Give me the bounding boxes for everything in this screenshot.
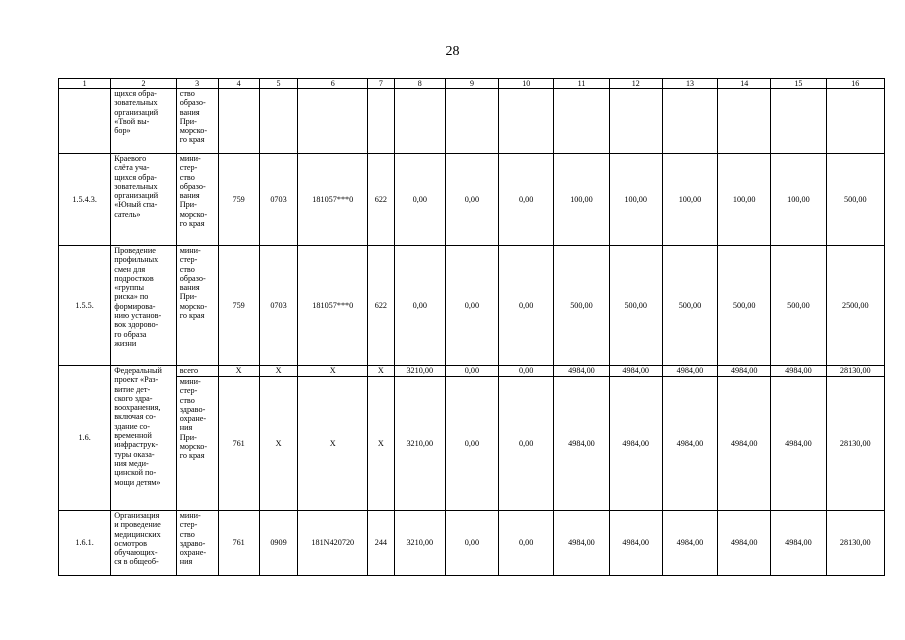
table-cell: 181057***0 <box>298 154 368 246</box>
table-cell: 0,00 <box>499 154 554 246</box>
row-name: Федеральный проект «Раз- витие дет- ского здра- воохранения, включая со- здание со- временной инфраструк- туры оказа- ния меди- цинской по- мощи детям» <box>111 366 177 511</box>
row-name: Организация и проведение медицинских осмотров обучающих- ся в общеоб- <box>111 511 177 576</box>
table-cell <box>298 89 368 154</box>
table-cell: 500,00 <box>771 246 826 366</box>
row-executor: ство образо- вания При- морско- го края <box>176 89 218 154</box>
table-cell: 4984,00 <box>771 377 826 511</box>
table-cell: 500,00 <box>826 154 884 246</box>
table-cell: 4984,00 <box>662 511 717 576</box>
row-code: 1.6.1. <box>59 511 111 576</box>
table-cell: X <box>368 366 395 377</box>
table-cell: 4984,00 <box>554 377 609 511</box>
column-header: 12 <box>609 79 662 89</box>
table-cell: 0,00 <box>445 377 498 511</box>
table-cell: 3210,00 <box>394 366 445 377</box>
table-row <box>59 377 885 511</box>
column-header: 4 <box>218 79 259 89</box>
table-cell: 100,00 <box>554 154 609 246</box>
table-cell: 3210,00 <box>394 377 445 511</box>
table-cell: 622 <box>368 154 395 246</box>
table-cell: 622 <box>368 246 395 366</box>
table-cell: 100,00 <box>662 154 717 246</box>
table-cell: X <box>298 377 368 511</box>
table-cell: 28130,00 <box>826 366 884 377</box>
table-cell: 4984,00 <box>771 366 826 377</box>
table-cell: 0,00 <box>445 154 498 246</box>
table-cell: 500,00 <box>609 246 662 366</box>
table-cell <box>499 89 554 154</box>
table-cell: 181057***0 <box>298 246 368 366</box>
table-cell: 0,00 <box>499 511 554 576</box>
column-header: 10 <box>499 79 554 89</box>
table-cell: 100,00 <box>609 154 662 246</box>
table-cell: 0,00 <box>394 154 445 246</box>
table-cell: 0,00 <box>445 366 498 377</box>
table-cell: 244 <box>368 511 395 576</box>
table-cell: X <box>298 366 368 377</box>
column-header: 7 <box>368 79 395 89</box>
budget-table <box>58 78 885 576</box>
table-cell: 0909 <box>259 511 298 576</box>
table-cell: 4984,00 <box>609 366 662 377</box>
table-cell <box>259 89 298 154</box>
table-cell: 4984,00 <box>718 377 771 511</box>
table-cell: 500,00 <box>554 246 609 366</box>
table-cell: 2500,00 <box>826 246 884 366</box>
table-cell: 4984,00 <box>609 511 662 576</box>
row-executor: мини- стер- ство образо- вания При- морско- го края <box>176 154 218 246</box>
table-cell: 759 <box>218 246 259 366</box>
table-cell: 4984,00 <box>718 366 771 377</box>
table-cell: X <box>259 377 298 511</box>
column-header: 9 <box>445 79 498 89</box>
table-cell: 100,00 <box>771 154 826 246</box>
table-cell <box>554 89 609 154</box>
table-cell <box>662 89 717 154</box>
table-cell: 0,00 <box>499 366 554 377</box>
column-header: 6 <box>298 79 368 89</box>
table-cell <box>771 89 826 154</box>
column-header: 2 <box>111 79 177 89</box>
table-cell <box>609 89 662 154</box>
table-cell: 500,00 <box>662 246 717 366</box>
column-header: 1 <box>59 79 111 89</box>
table-row <box>59 366 885 377</box>
row-name: Проведение профильных смен для подростков «группы риска» по формирова- нию установ- вок здорово- го образа жизни <box>111 246 177 366</box>
table-cell <box>218 89 259 154</box>
table-cell: 28130,00 <box>826 511 884 576</box>
page-number: 28 <box>445 44 460 59</box>
row-name: Краевого слёта уча- щихся обра- зовательных организаций «Юный спа- сатель» <box>111 154 177 246</box>
row-code: 1.5.5. <box>59 246 111 366</box>
column-header: 16 <box>826 79 884 89</box>
table-cell <box>368 89 395 154</box>
row-name: щихся обра- зовательных организаций «Твой вы- бор» <box>111 89 177 154</box>
table-cell: 4984,00 <box>554 511 609 576</box>
table-row <box>59 89 885 154</box>
table-cell: X <box>259 366 298 377</box>
table-cell <box>445 89 498 154</box>
table-cell: 4984,00 <box>662 366 717 377</box>
row-code: 1.5.4.3. <box>59 154 111 246</box>
table-row <box>59 511 885 576</box>
table-cell: 4984,00 <box>718 511 771 576</box>
table-cell: 0,00 <box>499 246 554 366</box>
table-cell: 759 <box>218 154 259 246</box>
table-cell: 0703 <box>259 246 298 366</box>
column-header: 11 <box>554 79 609 89</box>
table-cell: 0,00 <box>445 246 498 366</box>
table-row <box>59 154 885 246</box>
table-cell: 28130,00 <box>826 377 884 511</box>
column-header: 8 <box>394 79 445 89</box>
row-executor: всего <box>176 366 218 377</box>
table-cell: 181N420720 <box>298 511 368 576</box>
row-code <box>59 89 111 154</box>
table-cell: 761 <box>218 511 259 576</box>
table-header-row <box>59 79 885 89</box>
table-cell: 0703 <box>259 154 298 246</box>
table-cell <box>718 89 771 154</box>
table-cell: 100,00 <box>718 154 771 246</box>
table-cell: 500,00 <box>718 246 771 366</box>
table-cell: 4984,00 <box>662 377 717 511</box>
table-cell: 4984,00 <box>554 366 609 377</box>
table-cell: X <box>368 377 395 511</box>
table-cell: 0,00 <box>445 511 498 576</box>
table-cell: 0,00 <box>499 377 554 511</box>
column-header: 13 <box>662 79 717 89</box>
table-cell: 3210,00 <box>394 511 445 576</box>
table-cell <box>826 89 884 154</box>
table-cell <box>394 89 445 154</box>
column-header: 15 <box>771 79 826 89</box>
table-cell: X <box>218 366 259 377</box>
table-cell: 0,00 <box>394 246 445 366</box>
table-row <box>59 246 885 366</box>
table-cell: 4984,00 <box>771 511 826 576</box>
table-cell: 761 <box>218 377 259 511</box>
row-executor: мини- стер- ство здраво- охране- ния При- морско- го края <box>176 377 218 511</box>
column-header: 3 <box>176 79 218 89</box>
column-header: 14 <box>718 79 771 89</box>
row-code: 1.6. <box>59 366 111 511</box>
row-executor: мини- стер- ство здраво- охране- ния <box>176 511 218 576</box>
column-header: 5 <box>259 79 298 89</box>
table-cell: 4984,00 <box>609 377 662 511</box>
row-executor: мини- стер- ство образо- вания При- морско- го края <box>176 246 218 366</box>
